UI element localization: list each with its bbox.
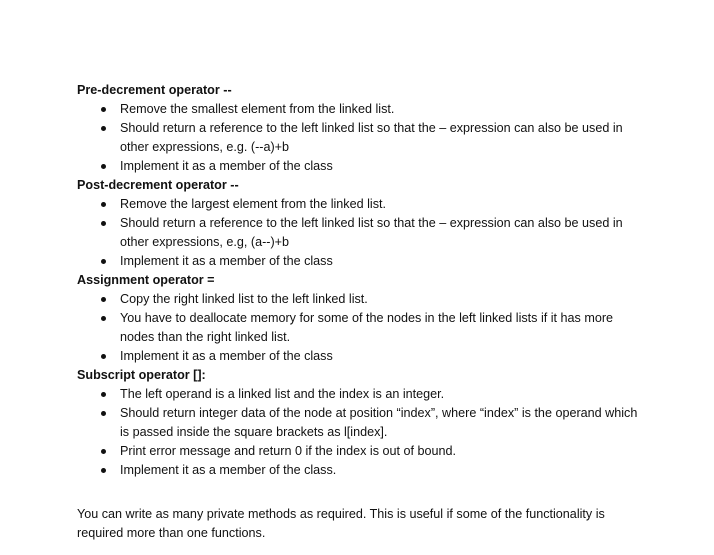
list-item: Remove the smallest element from the linked list.	[120, 100, 647, 119]
list-item: Should return integer data of the node at position “index”, where “index” is the operand which is passed inside the square brackets as l[index].	[120, 404, 647, 442]
assignment-heading: Assignment operator =	[77, 273, 215, 287]
bullet-icon	[101, 449, 106, 454]
bullet-icon	[101, 316, 106, 321]
list-item: Implement it as a member of the class	[120, 252, 647, 271]
bullet-icon	[101, 297, 106, 302]
bullet-icon	[101, 392, 106, 397]
bullet-icon	[101, 164, 106, 169]
document-body	[77, 81, 647, 480]
subscript-list	[77, 385, 647, 480]
subscript-heading: Subscript operator []:	[77, 368, 206, 382]
bullet-icon	[101, 107, 106, 112]
pre-decrement-heading: Pre-decrement operator --	[77, 83, 232, 97]
bullet-icon	[101, 354, 106, 359]
bullet-icon	[101, 126, 106, 131]
bullet-icon	[101, 411, 106, 416]
list-item: Implement it as a member of the class.	[120, 461, 647, 480]
list-item: Copy the right linked list to the left linked list.	[120, 290, 647, 309]
list-item: Should return a reference to the left linked list so that the – expression can also be used in other expressions, e.g, (a--)+b	[120, 214, 647, 252]
list-item: Implement it as a member of the class	[120, 347, 647, 366]
list-item: Remove the largest element from the linked list.	[120, 195, 647, 214]
bullet-icon	[101, 468, 106, 473]
closing-paragraph: You can write as many private methods as required. This is useful if some of the functionality is required more than one functions.	[77, 507, 605, 540]
list-item: Implement it as a member of the class	[120, 157, 647, 176]
bullet-icon	[101, 202, 106, 207]
post-decrement-heading: Post-decrement operator --	[77, 178, 239, 192]
list-item: You have to deallocate memory for some of the nodes in the left linked lists if it has more nodes than the right linked list.	[120, 309, 647, 347]
post-decrement-list	[77, 195, 647, 271]
assignment-list	[77, 290, 647, 366]
list-item: The left operand is a linked list and the index is an integer.	[120, 385, 647, 404]
bullet-icon	[101, 221, 106, 226]
list-item: Should return a reference to the left linked list so that the – expression can also be used in other expressions, e.g. (--a)+b	[120, 119, 647, 157]
list-item: Print error message and return 0 if the index is out of bound.	[120, 442, 647, 461]
pre-decrement-list	[77, 100, 647, 176]
bullet-icon	[101, 259, 106, 264]
